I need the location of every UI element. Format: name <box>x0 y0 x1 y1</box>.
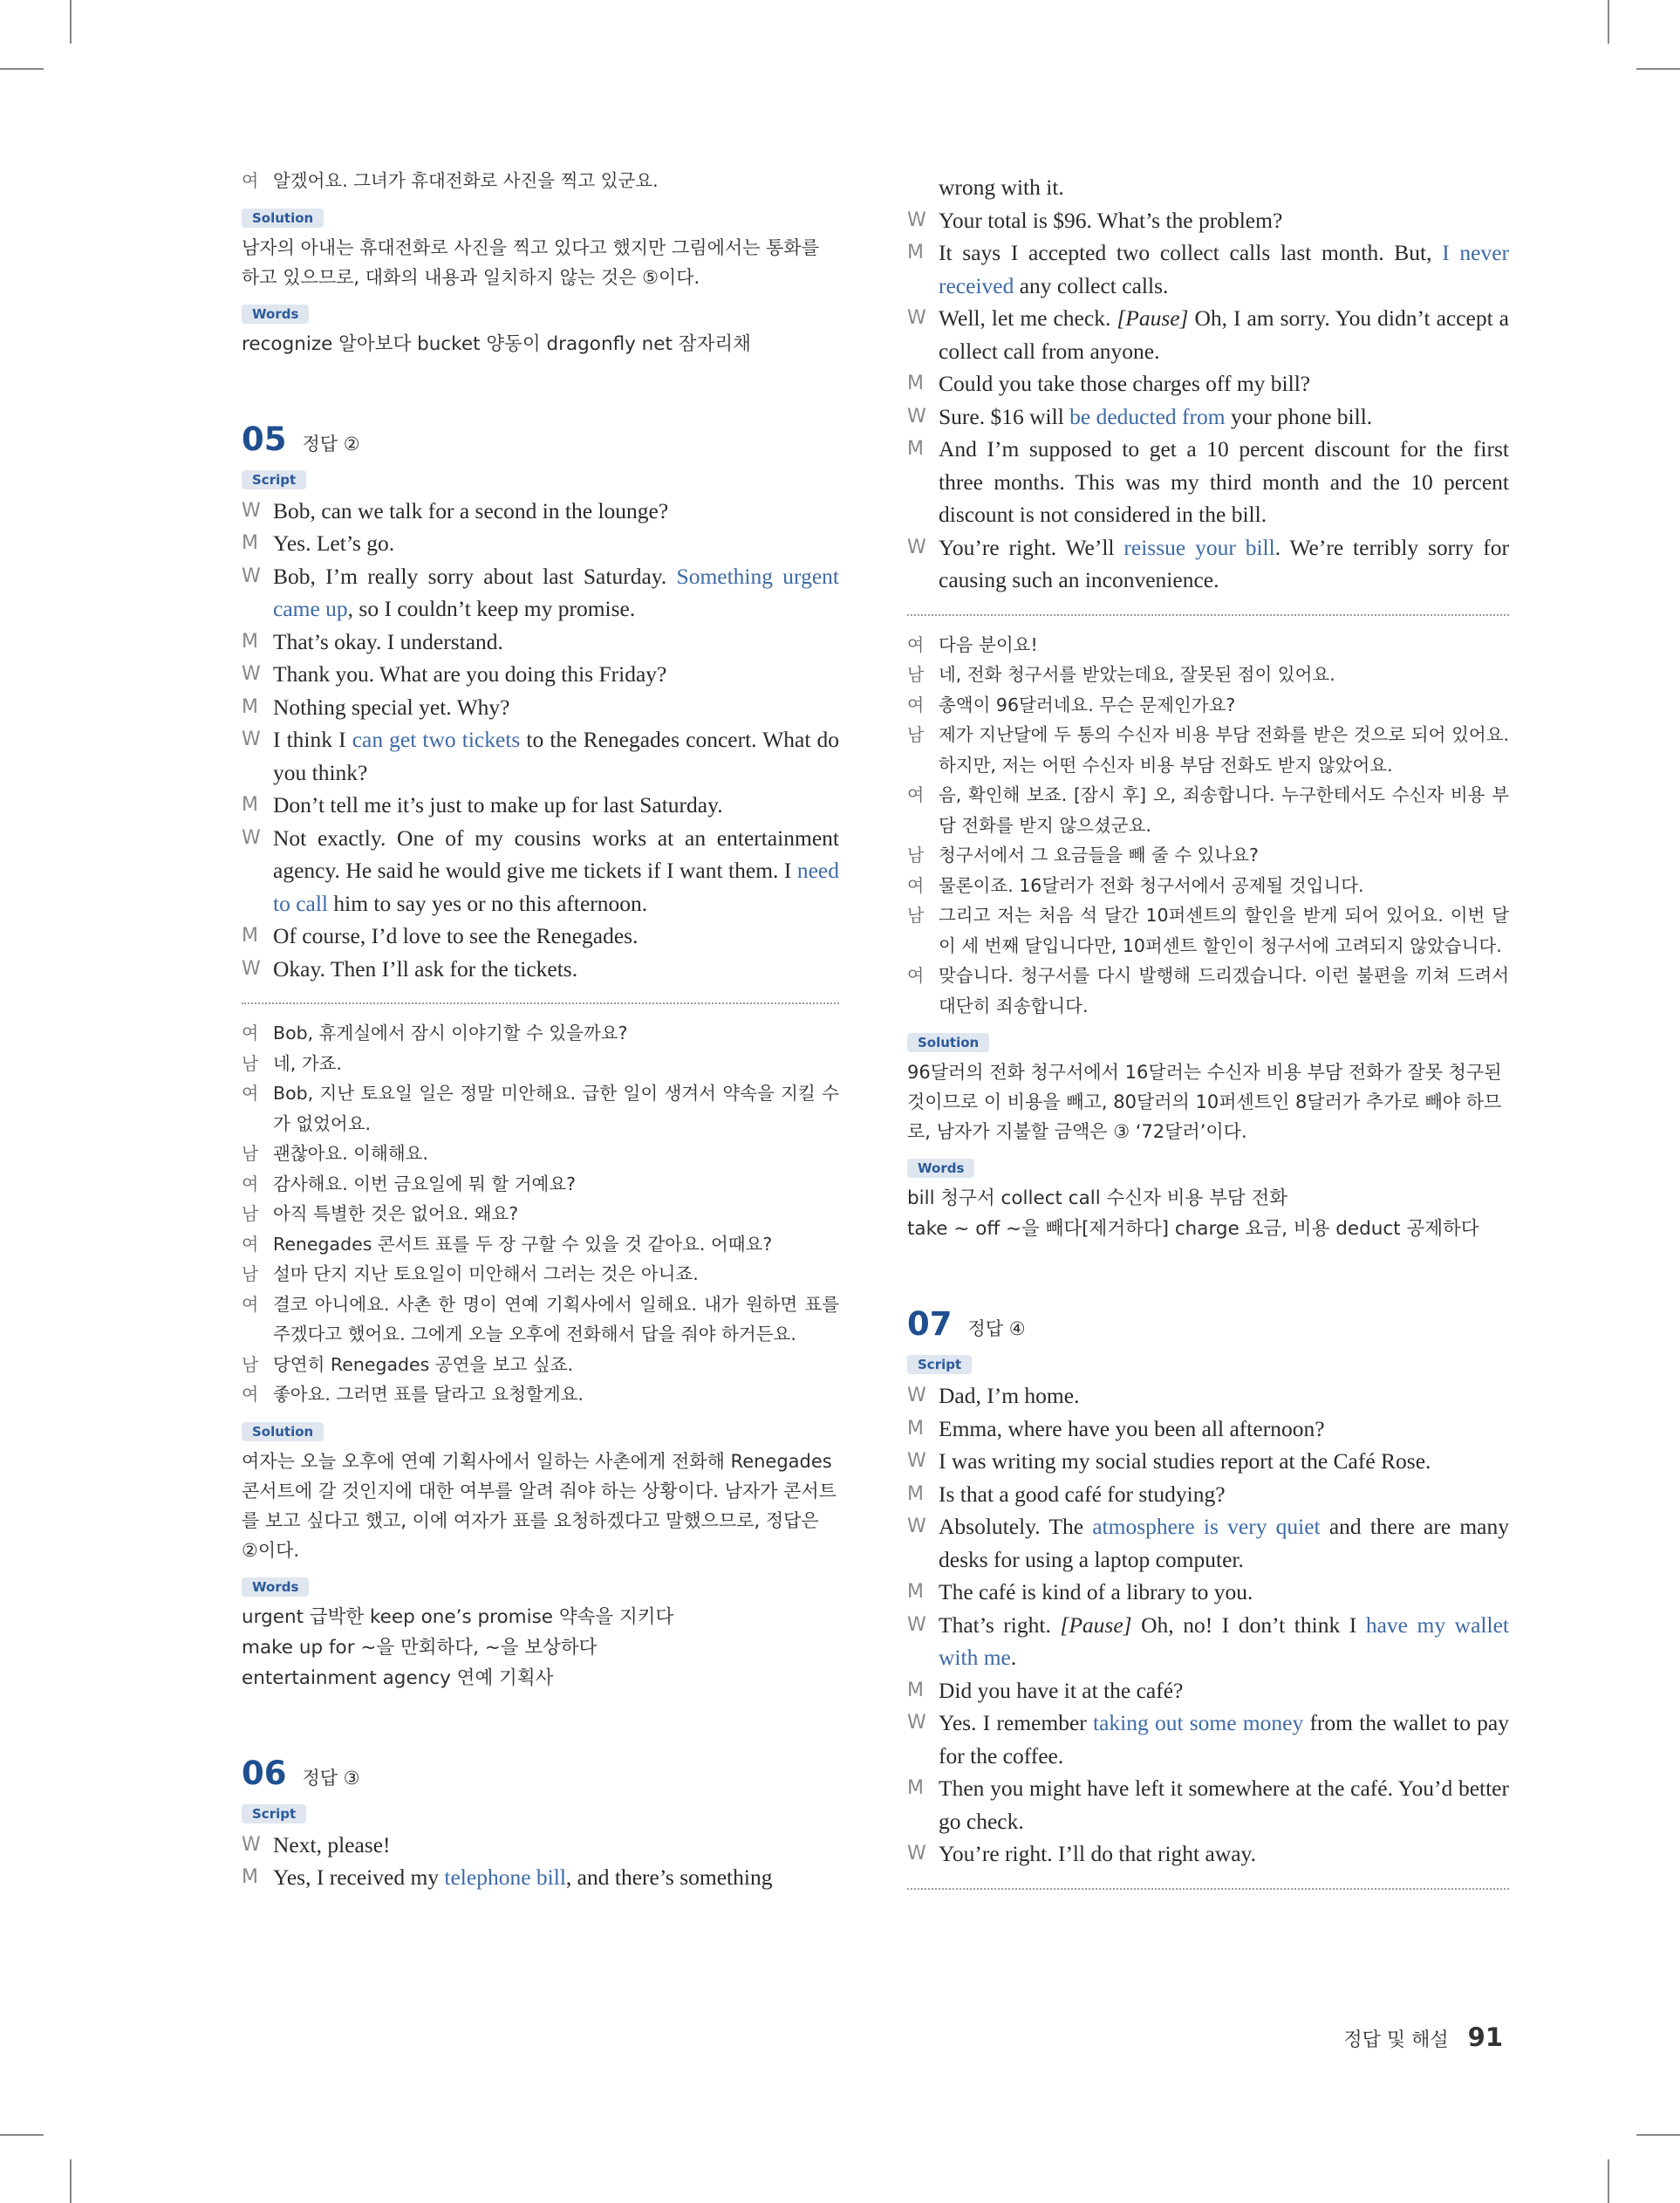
kr-text: 청구서에서 그 요금들을 빼 줄 수 있나요? <box>939 845 1259 865</box>
kr-line <box>242 1018 839 1049</box>
speaker: 남 <box>907 664 925 685</box>
dialogue-text <box>273 822 839 920</box>
text-segment: Could you take those charges off my bill? <box>939 371 1311 396</box>
speaker: 여 <box>242 1083 259 1104</box>
highlight-phrase: telephone bill <box>444 1864 566 1890</box>
script-block <box>242 495 839 986</box>
crop-mark <box>70 2159 72 2203</box>
speaker: M <box>242 630 258 653</box>
dialogue-text <box>273 1829 839 1862</box>
crop-mark <box>1608 2159 1609 2203</box>
kr-text: 아직 특별한 것은 없어요. 왜요? <box>273 1203 519 1224</box>
kr-line <box>907 720 1509 780</box>
kr-text: 그리고 저는 처음 석 달간 10퍼센트의 할인을 받게 되어 있어요. 이번 달이 세 번째 달입니다만, 10퍼센트 할인이 청구서에 고려되지 않았습니다. <box>939 905 1509 956</box>
dialogue-line <box>907 531 1509 597</box>
dialogue-text <box>273 658 839 691</box>
dialogue-text <box>273 920 839 953</box>
kr-text: Bob, 지난 토요일 일은 정말 미안해요. 급한 일이 생겨서 약속을 지킬 수가 없었어요. <box>273 1083 839 1134</box>
answer-label: 정답 ③ <box>302 1767 360 1789</box>
text-segment: and there are many desks for using a laptop computer. <box>939 1514 1509 1572</box>
dialogue-text <box>939 400 1509 434</box>
speaker: W <box>242 1833 261 1856</box>
dialogue-line <box>242 1861 839 1894</box>
text-segment: And I’m supposed to get a 10 percent discount for the first three months. This was my third month and the 10 percent discount is not considered in the bill. <box>939 436 1509 527</box>
dialogue-line <box>907 1576 1509 1609</box>
speaker: M <box>242 532 258 554</box>
crop-mark <box>1636 2134 1680 2136</box>
speaker: M <box>907 438 924 460</box>
text-segment: Is that a good café for studying? <box>939 1481 1226 1507</box>
dialogue-text <box>939 1445 1509 1478</box>
speaker: W <box>907 405 926 428</box>
text-segment: . <box>1010 1645 1017 1670</box>
text-segment: Thank you. What are you doing this Friday? <box>273 661 667 687</box>
kr-text: 다음 분이요! <box>939 633 1038 655</box>
kr-text: 네, 가죠. <box>273 1052 342 1074</box>
speaker: 여 <box>242 1384 259 1405</box>
highlight-phrase: need to call <box>273 858 839 916</box>
kr-text: 괜찮아요. 이해해요. <box>273 1143 428 1164</box>
speaker: W <box>242 729 261 750</box>
words-line: recognize 알아보다 bucket 양동이 dragonfly net 잠자리채 <box>242 332 751 355</box>
kr-text: 총액이 96달러네요. 무슨 문제인가요? <box>939 694 1236 715</box>
dialogue-line <box>907 367 1509 400</box>
dialogue-line <box>242 1829 839 1862</box>
speaker: M <box>907 1417 924 1440</box>
dialogue-text <box>939 1510 1509 1576</box>
kr-line <box>907 900 1509 961</box>
words-line: urgent 급박한 keep one’s promise 약속을 지키다 <box>242 1605 674 1628</box>
speaker: 남 <box>242 1143 259 1164</box>
text-segment: Bob, I’m really sorry about last Saturday. <box>273 563 677 589</box>
dialogue-line <box>242 560 839 626</box>
text-segment: [Pause] <box>1117 305 1189 331</box>
dialogue-line <box>907 1707 1509 1772</box>
speaker: 여 <box>242 1233 259 1255</box>
crop-mark <box>1636 68 1680 70</box>
dialogue-text <box>939 302 1509 367</box>
dialogue-text <box>273 953 839 986</box>
speaker: 남 <box>242 1052 259 1074</box>
dialogue-line <box>242 920 839 953</box>
kr-text: 당연히 Renegades 공연을 보고 싶죠. <box>273 1353 574 1375</box>
translation-block <box>907 630 1509 1022</box>
solution-text: 여자는 오늘 오후에 연예 기획사에서 일하는 사촌에게 전화해 Renegades 콘서트에 갈 것인지에 대한 여부를 알려 줘야 하는 상황이다. 남자가 콘서트를 보고 싶다고 했고, 이에 여자가 표를 요청하겠다고 말했으므로, 정답은 ②이다. <box>242 1450 837 1561</box>
text-segment: Yes. I remember <box>939 1710 1093 1735</box>
question-number: 07 <box>907 1305 953 1343</box>
dialogue-line <box>242 658 839 691</box>
dialogue-text <box>273 495 839 528</box>
kr-text: Bob, 휴게실에서 잠시 이야기할 수 있을까요? <box>273 1023 628 1043</box>
dialogue-line <box>907 1413 1509 1446</box>
dialogue-text <box>939 1478 1509 1511</box>
dialogue-line <box>242 789 839 822</box>
speaker: M <box>242 1866 258 1888</box>
dialogue-line <box>242 691 839 724</box>
dialogue-line <box>907 302 1509 367</box>
speaker: W <box>242 826 261 849</box>
text-segment: Oh, no! I don’t think I <box>1131 1611 1366 1638</box>
dialogue-line <box>242 822 839 920</box>
speaker: W <box>907 1385 926 1406</box>
speaker: W <box>907 209 926 231</box>
crop-mark <box>1608 0 1609 44</box>
dialogue-text <box>939 1674 1509 1707</box>
highlight-phrase: taking out some money <box>1093 1710 1304 1735</box>
kr-text: 결코 아니에요. 사촌 한 명이 연예 기획사에서 일해요. 내가 원하면 표를 주겠다고 했어요. 그에게 오늘 오후에 전화해서 답을 줘야 하거든요. <box>273 1293 839 1344</box>
dialogue-text <box>939 1379 1509 1413</box>
kr-line <box>907 660 1509 690</box>
text-segment: You’re right. We’ll <box>939 534 1124 560</box>
highlight-phrase: Something urgent came up <box>273 563 839 621</box>
dialogue-text <box>939 1707 1509 1772</box>
speaker: 여 <box>907 965 925 986</box>
dialogue-line <box>242 626 839 659</box>
kr-line <box>907 780 1509 840</box>
speaker <box>907 171 939 204</box>
kr-text: 좋아요. 그러면 표를 달라고 요청할게요. <box>273 1384 584 1405</box>
kr-line <box>242 1139 839 1169</box>
kr-text: 제가 지난달에 두 통의 수신자 비용 부담 전화를 받은 것으로 되어 있어요. 하지만, 저는 어떤 수신자 비용 부담 전화도 받지 않았어요. <box>939 724 1509 776</box>
words-tag: Words <box>907 1159 974 1178</box>
words-line: take ~ off ~을 빼다[제거하다] charge 요금, 비용 deduct 공제하다 <box>907 1218 1479 1240</box>
dialogue-line <box>242 723 839 789</box>
text-segment: You’re right. I’ll do that right away. <box>939 1841 1257 1866</box>
dialogue-text <box>939 1609 1509 1674</box>
text-segment: I think I <box>273 727 352 752</box>
words-tag: Words <box>242 1577 309 1597</box>
dialogue-text <box>273 723 839 789</box>
text-segment: to the Renegades concert. What do you think? <box>273 727 839 785</box>
kr-line <box>242 1199 839 1229</box>
question-header <box>242 421 839 458</box>
speaker: 남 <box>907 905 925 926</box>
dialogue-text <box>939 531 1509 597</box>
text-segment: Don’t tell me it’s just to make up for last Saturday. <box>273 792 723 818</box>
crop-mark <box>0 2134 44 2136</box>
dialogue-text <box>939 1576 1509 1609</box>
kr-line <box>242 1049 839 1079</box>
speaker: M <box>907 1482 924 1505</box>
highlight-phrase: be deducted from <box>1069 403 1226 429</box>
text-segment: him to say yes or no this afternoon. <box>328 890 648 916</box>
solution-text: 96달러의 전화 청구서에서 16달러는 수신자 비용 부담 전화가 잘못 청구된 것이므로 이 비용을 빼고, 80달러의 10퍼센트인 8달러가 추가로 빼야 하므로, 남자가 지불할 금액은 ③ ‘72달러’이다. <box>907 1062 1502 1142</box>
text-segment: That’s okay. I understand. <box>273 628 503 654</box>
question-header <box>242 1755 839 1792</box>
speaker: 여 <box>907 694 925 715</box>
dialogue-line <box>242 953 839 986</box>
script-block <box>242 1829 839 1894</box>
dialogue-line <box>907 236 1509 302</box>
kr-text: 감사해요. 이번 금요일에 뭐 할 거예요? <box>273 1173 577 1194</box>
dialogue-line <box>242 527 839 560</box>
question-number: 05 <box>242 420 287 458</box>
text-segment: Did you have it at the café? <box>939 1677 1184 1703</box>
dotted-divider <box>907 614 1509 616</box>
dialogue-text <box>939 433 1509 531</box>
text-segment: , and there’s something <box>565 1864 773 1890</box>
kr-line <box>907 961 1509 1021</box>
dialogue-line <box>907 171 1509 204</box>
highlight-phrase: atmosphere is very quiet <box>1092 1514 1321 1539</box>
speaker: M <box>242 695 258 718</box>
kr-text: 네, 전화 청구서를 받았는데요, 잘못된 점이 있어요. <box>939 664 1335 685</box>
script-tag: Script <box>907 1355 972 1374</box>
dialogue-text <box>939 236 1509 302</box>
speaker: 여 <box>242 1173 259 1194</box>
dialogue-text <box>273 789 839 822</box>
dialogue-text <box>939 367 1509 400</box>
script-block <box>907 171 1509 597</box>
text-segment: Your total is $96. What’s the problem? <box>939 207 1283 233</box>
speaker: W <box>907 1843 926 1864</box>
words-tag: Words <box>242 304 309 324</box>
solution-tag: Solution <box>242 1422 324 1441</box>
kr-text: 물론이죠. 16달러가 전화 청구서에서 공제될 것입니다. <box>939 874 1364 896</box>
solution-tag: Solution <box>907 1033 989 1052</box>
text-segment: Okay. Then I’ll ask for the tickets. <box>273 955 578 982</box>
dialogue-text <box>273 527 839 560</box>
speaker: 남 <box>242 1203 259 1224</box>
text-segment: from the wallet to pay for the coffee. <box>939 1710 1509 1769</box>
text-segment: That’s right. <box>939 1611 1061 1638</box>
speaker: W <box>907 1613 926 1636</box>
speaker: W <box>907 1450 926 1472</box>
speaker: 여 <box>907 633 925 655</box>
text-segment: Dad, I’m home. <box>939 1383 1080 1408</box>
translation-block <box>242 1018 839 1410</box>
speaker: 남 <box>242 1353 259 1375</box>
text-segment: your phone bill. <box>1225 403 1373 429</box>
text-segment: . We’re terribly sorry for causing such an inconvenience. <box>939 534 1509 592</box>
text-segment: Yes. Let’s go. <box>273 530 395 556</box>
answer-label: 정답 ④ <box>967 1318 1026 1339</box>
text-segment: Well, let me check. <box>939 305 1117 331</box>
speaker: M <box>907 1777 924 1799</box>
kr-line <box>907 871 1509 901</box>
text-segment: The café is kind of a library to you. <box>939 1579 1253 1604</box>
speaker: 여 <box>242 1023 259 1043</box>
words-line: entertainment agency 연예 기획사 <box>242 1666 554 1689</box>
speaker: W <box>242 957 261 980</box>
dialogue-text <box>939 204 1509 237</box>
dialogue-text <box>939 1413 1509 1446</box>
dialogue-text <box>939 1772 1509 1837</box>
speaker: W <box>907 1712 926 1734</box>
speaker: W <box>242 564 261 587</box>
text-segment: [Pause] <box>1060 1611 1132 1638</box>
kr-line <box>907 690 1509 721</box>
speaker: 남 <box>907 845 925 865</box>
text-segment: , so I couldn’t keep my promise. <box>347 596 636 621</box>
text-segment: Oh, I am sorry. You didn’t accept a collect call from anyone. <box>939 305 1509 364</box>
speaker: M <box>907 1581 924 1603</box>
speaker: W <box>242 663 261 685</box>
kr-line <box>242 1078 839 1139</box>
dialogue-line <box>907 400 1509 434</box>
kr-line <box>242 166 839 196</box>
speaker: W <box>907 536 926 558</box>
text-segment: Sure. $16 will <box>939 403 1070 429</box>
dialogue-text <box>273 626 839 659</box>
highlight-phrase: have my wallet with me <box>939 1611 1509 1670</box>
kr-line <box>242 1259 839 1290</box>
highlight-phrase: reissue your bill <box>1123 534 1275 560</box>
speaker: M <box>242 794 258 816</box>
kr-line <box>242 1169 839 1200</box>
dialogue-line <box>907 1510 1509 1576</box>
speaker: M <box>242 925 258 947</box>
dialogue-line <box>907 204 1509 237</box>
dialogue-line <box>907 1772 1509 1837</box>
speaker: 남 <box>907 724 925 745</box>
text-segment: Next, please! <box>273 1831 391 1857</box>
dialogue-text <box>939 1837 1509 1871</box>
text-segment: any collect calls. <box>1014 272 1169 298</box>
kr-line <box>242 1229 839 1260</box>
crop-mark <box>0 68 44 70</box>
dialogue-line <box>907 1609 1509 1674</box>
speaker: M <box>907 373 924 394</box>
text-segment: Absolutely. The <box>939 1514 1093 1539</box>
speaker: W <box>907 307 926 329</box>
text-segment: I was writing my social studies report at the Café Rose. <box>939 1448 1431 1474</box>
dotted-divider <box>907 1888 1509 1890</box>
solution-tag: Solution <box>242 209 324 228</box>
text-segment: Bob, can we talk for a second in the lounge? <box>273 497 669 523</box>
dialogue-line <box>907 1445 1509 1478</box>
words-line: make up for ~을 만회하다, ~을 보상하다 <box>242 1636 598 1659</box>
kr-text: 설마 단지 지난 토요일이 미안해서 그러는 것은 아니죠. <box>273 1263 699 1284</box>
kr-text: Renegades 콘서트 표를 두 장 구할 수 있을 것 같아요. 어때요? <box>273 1233 773 1255</box>
text-segment: Yes, I received my <box>273 1864 445 1890</box>
speaker: 여 <box>907 784 925 805</box>
kr-text: 음, 확인해 보죠. [잠시 후] 오, 죄송합니다. 누구한테서도 수신자 비용 부담 전화를 받지 않으셨군요. <box>939 784 1509 836</box>
text-segment: It says I accepted two collect calls last month. But, <box>939 240 1443 265</box>
kr-line <box>242 1379 839 1410</box>
right-column <box>907 171 1509 1904</box>
speaker: 여 <box>907 874 925 896</box>
dialogue-line <box>907 1379 1509 1413</box>
text-segment: Emma, where have you been all afternoon? <box>939 1415 1325 1441</box>
footer-label: 정답 및 해설 <box>1343 2029 1449 2051</box>
answer-label: 정답 ② <box>302 433 360 455</box>
text-segment: Then you might have left it somewhere at the café. You’d better go check. <box>939 1775 1509 1834</box>
script-tag: Script <box>242 470 306 489</box>
text-segment: Of course, I’d love to see the Renegades. <box>273 923 639 948</box>
highlight-phrase: I never received <box>939 240 1509 298</box>
solution-text: 남자의 아내는 휴대전화로 사진을 찍고 있다고 했지만 그림에서는 통화를 하고 있으므로, 대화의 내용과 일치하지 않는 것은 ⑤이다. <box>242 236 819 288</box>
dialogue-line <box>907 433 1509 531</box>
speaker: 여 <box>242 1293 259 1315</box>
speaker: W <box>242 499 261 522</box>
kr-text: 알겠어요. 그녀가 휴대전화로 사진을 찍고 있군요. <box>273 170 659 191</box>
speaker: 여 <box>242 170 259 191</box>
kr-line <box>907 840 1509 871</box>
speaker: 남 <box>242 1263 259 1284</box>
page-number: 91 <box>1467 2022 1503 2052</box>
left-column <box>242 166 839 1894</box>
kr-text: 맞습니다. 청구서를 다시 발행해 드리겠습니다. 이런 불편을 끼쳐 드려서 대단히 죄송합니다. <box>939 965 1509 1016</box>
speaker: W <box>907 1515 926 1537</box>
dialogue-text <box>273 1861 839 1894</box>
speaker: M <box>907 242 924 263</box>
text-segment: wrong with it. <box>939 174 1064 200</box>
script-block <box>907 1379 1509 1871</box>
dotted-divider <box>242 1002 839 1004</box>
text-segment: Not exactly. One of my cousins works at an entertainment agency. He said he would give me tickets if I want them. I <box>273 824 839 883</box>
kr-line <box>242 1350 839 1380</box>
speaker: M <box>907 1679 924 1701</box>
text-segment: Nothing special yet. Why? <box>273 694 510 720</box>
question-header <box>907 1305 1509 1343</box>
dialogue-line <box>907 1674 1509 1707</box>
kr-line <box>242 1290 839 1350</box>
dialogue-line <box>907 1478 1509 1511</box>
crop-mark <box>70 0 72 44</box>
dialogue-text <box>939 171 1509 204</box>
kr-line <box>907 630 1509 660</box>
dialogue-line <box>242 495 839 528</box>
highlight-phrase: can get two tickets <box>352 727 521 752</box>
dialogue-line <box>907 1837 1509 1871</box>
question-number: 06 <box>242 1754 287 1792</box>
dialogue-text <box>273 560 839 626</box>
dialogue-text <box>273 691 839 724</box>
words-line: bill 청구서 collect call 수신자 비용 부담 전화 <box>907 1187 1287 1209</box>
page-footer <box>1343 2022 1503 2052</box>
script-tag: Script <box>242 1804 306 1823</box>
